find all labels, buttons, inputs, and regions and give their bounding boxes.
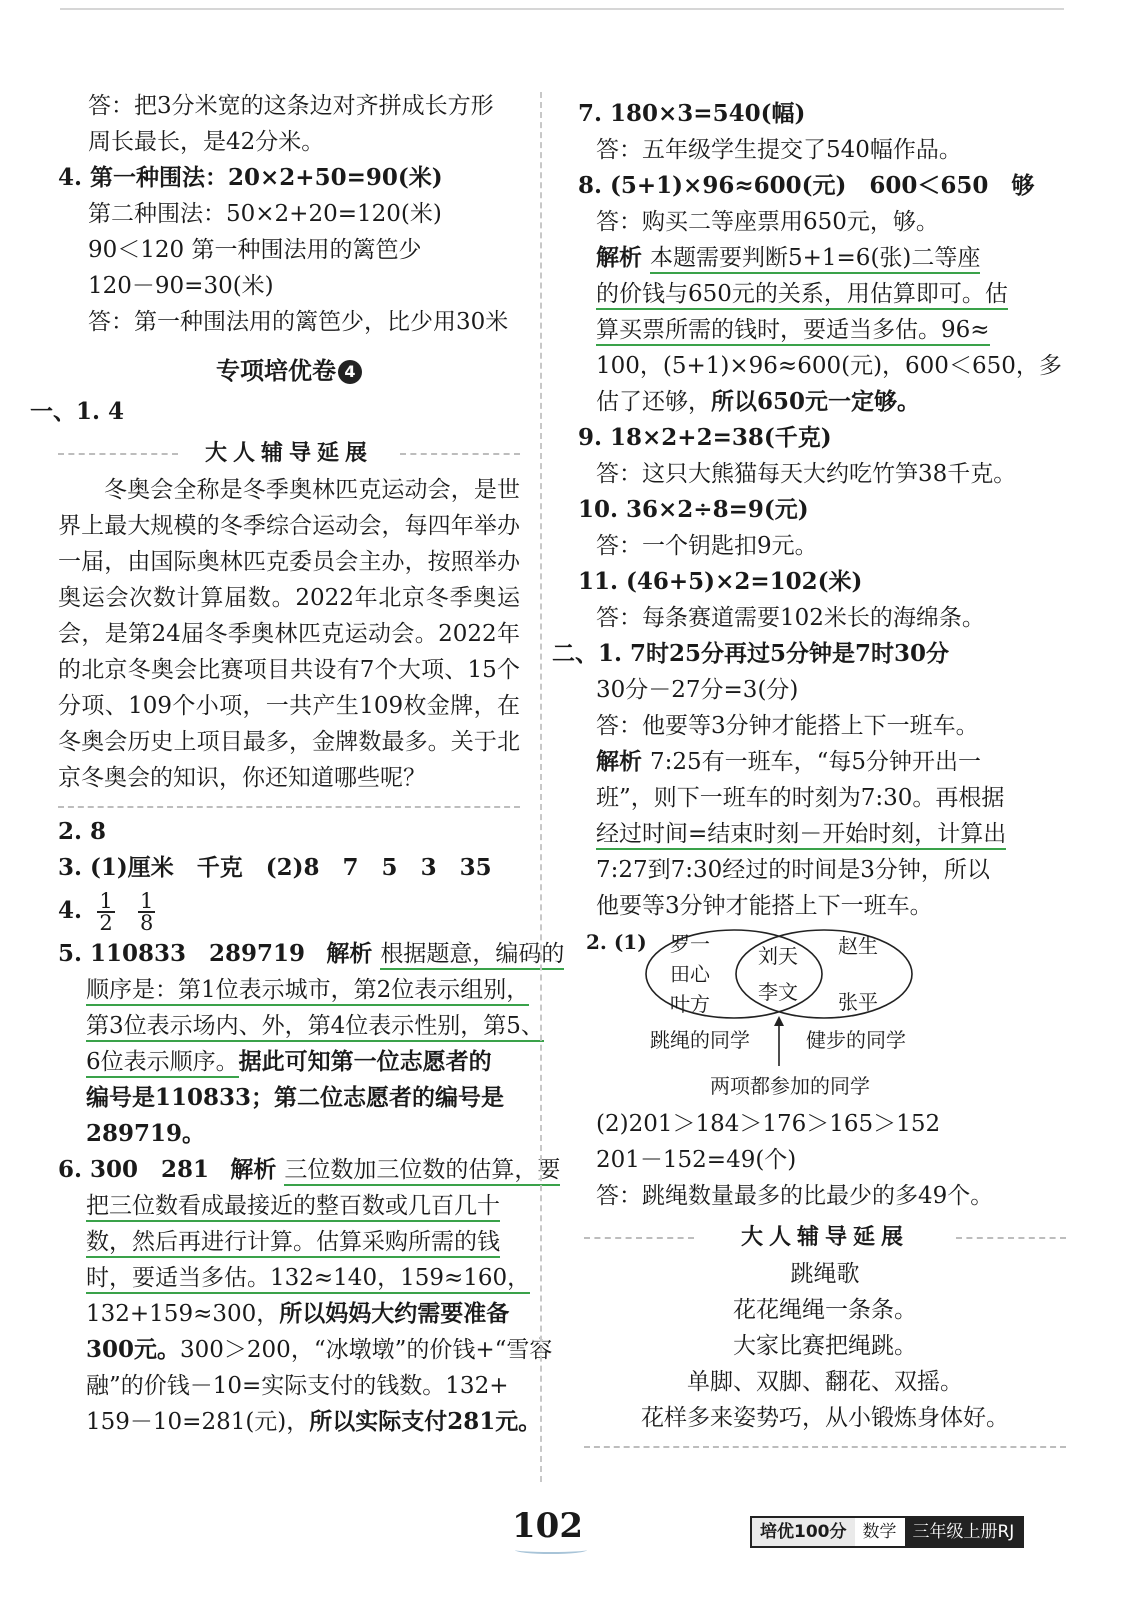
analysis-line — [566, 384, 1066, 420]
section-number-badge: 4 — [338, 360, 362, 384]
poem-line: 单脚、双脚、翻花、双摇。 — [687, 1369, 963, 1395]
book-brand: 培优100分 — [752, 1518, 855, 1546]
denominator: 2 — [99, 911, 113, 935]
question-6 — [58, 1152, 561, 1188]
q4-label: 4. — [58, 897, 83, 924]
answer-line: 答：第一种围法用的篱笆少，比少用30米 — [88, 309, 509, 335]
q6-head: 6. 300 281 — [58, 1156, 210, 1183]
question-9: 9. 18×2+2=38(千克) — [578, 424, 832, 451]
analysis-bold-line: 编号是110833；第二位志愿者的编号是 — [86, 1084, 505, 1111]
analysis-label: 解析 — [326, 940, 373, 967]
extension-header — [58, 434, 520, 472]
answer-line: 201－152=49(个) — [596, 1147, 797, 1173]
fraction — [97, 891, 114, 933]
venn-right-name: 赵生 — [838, 934, 878, 958]
poem-line: 大家比赛把绳跳。 — [733, 1333, 917, 1359]
column-divider — [540, 92, 542, 1482]
question-4: 4. 第一种围法：20×2+50=90(米) — [58, 164, 443, 191]
fraction — [138, 891, 155, 933]
venn-bottom-caption: 两项都参加的同学 — [710, 1074, 870, 1098]
analysis-bold: 所以实际支付281元。 — [309, 1408, 542, 1435]
top-rule — [60, 8, 1064, 10]
answer-line: 答：购买二等座票用650元，够。 — [596, 209, 939, 235]
extension-title: 大人辅导延展 — [195, 441, 383, 466]
analysis-text: 的价钱与650元的关系，用估算即可。估 — [596, 281, 1008, 310]
analysis-text: 6位表示顺序。 — [86, 1049, 239, 1078]
book-subject: 数学 — [862, 1522, 897, 1542]
answer-line: 周长最长，是42分米。 — [88, 129, 325, 155]
analysis-line — [566, 312, 1066, 348]
analysis-line — [58, 1260, 531, 1296]
analysis-label: 解析 — [230, 1156, 277, 1183]
answer-line: 答：五年级学生提交了540幅作品。 — [596, 137, 962, 163]
q5-head: 5. 110833 289719 — [58, 940, 306, 967]
venn-left-name: 罗一 — [670, 932, 710, 956]
analysis-text: 三位数加三位数的估算，要 — [284, 1157, 560, 1186]
dash-rule — [400, 453, 520, 455]
analysis-line — [566, 240, 1066, 276]
extension-footer-rule — [584, 1446, 1066, 1448]
analysis-line: 他要等3分钟才能搭上下一班车。 — [596, 893, 933, 919]
analysis-line: 7:27到7:30经过的时间是3分钟，所以 — [596, 857, 990, 883]
q3-text: 3. (1)厘米 千克 (2)8 7 5 3 35 — [58, 854, 492, 881]
section-title-text: 专项培优卷 — [216, 357, 336, 385]
answer-line: 120－90=30(米) — [88, 273, 274, 299]
analysis-line — [58, 1008, 544, 1044]
analysis-text: 132+159≈300， — [86, 1301, 280, 1327]
q2-label: 2. (1) — [586, 930, 647, 954]
analysis-bold: 300元。 — [86, 1336, 181, 1363]
book-tag — [750, 1516, 1024, 1548]
dash-rule — [956, 1237, 1066, 1239]
extension-footer-rule — [58, 806, 520, 808]
analysis-text: 本题需要判断5+1=6(张)二等座 — [650, 245, 980, 274]
analysis-line — [566, 744, 1066, 780]
venn-left-name: 田心 — [670, 962, 710, 986]
poem — [584, 1256, 1066, 1436]
question-2: 2. 8 — [58, 818, 107, 845]
dash-rule — [58, 453, 178, 455]
analysis-label: 解析 — [596, 748, 642, 775]
analysis-line — [58, 972, 530, 1008]
venn-middle-name: 刘天 — [758, 944, 798, 968]
answer-line: 30分－27分=3(分) — [596, 677, 799, 703]
analysis-text: 经过时间=结束时刻－开始时刻，计算出 — [596, 821, 1006, 850]
question-3 — [58, 850, 520, 886]
analysis-line — [58, 1332, 553, 1368]
answer-line: 90＜120 第一种围法用的篱笆少 — [88, 237, 422, 263]
analysis-text: 算买票所需的钱时，要适当多估。96≈ — [596, 317, 990, 346]
venn-diagram — [566, 924, 1066, 1106]
answer-line: 答：这只大熊猫每天大约吃竹笋38千克。 — [596, 461, 1017, 487]
analysis-line: 班”，则下一班车的时刻为7:30。再根据 — [596, 785, 1005, 811]
analysis-text: 根据题意，编码的 — [380, 941, 564, 970]
analysis-line — [566, 816, 1066, 852]
analysis-label: 解析 — [596, 244, 642, 271]
poem-title: 跳绳歌 — [790, 1261, 860, 1287]
answer-line: 答：每条赛道需要102米长的海绵条。 — [596, 605, 985, 631]
answer-line: (2)201＞184＞176＞165＞152 — [596, 1111, 941, 1137]
analysis-line — [58, 1188, 520, 1224]
venn-middle-name: 李文 — [758, 980, 798, 1004]
question-1: 一、1. 4 — [30, 398, 125, 425]
analysis-line — [58, 1404, 542, 1440]
analysis-text: 数，然后再进行计算。估算采购所需的钱 — [86, 1229, 500, 1258]
answer-line: 答：把3分米宽的这条边对齐拼成长方形 — [88, 93, 494, 119]
extension-header — [584, 1218, 1066, 1256]
left-column — [30, 88, 565, 1440]
analysis-text: 时，要适当多估。132≈140，159≈160， — [86, 1265, 530, 1294]
analysis-line — [58, 1044, 520, 1080]
numerator: 1 — [99, 889, 113, 913]
section-2-question-1: 二、1. 7时25分再过5分钟是7时30分 — [552, 640, 950, 667]
analysis-text: 第3位表示场内、外，第4位表示性别，第5、 — [86, 1013, 544, 1042]
extension-paragraph: 冬奥会全称是冬季奥林匹克运动会，是世界上最大规模的冬季综合运动会，每四年举办一届，由国际奥林匹克委员会主办，按照举办奥运会次数计算届数。2022年北京冬季奥运会，是第24届冬季奥林匹克运动会。2022年的北京冬奥会比赛项目共设有7个大项、15个分项、109个小项，一共产生109枚金牌，在冬奥会历史上项目最多，金牌数最多。关于北京冬奥会的知识，你还知道哪些呢？ — [58, 477, 520, 791]
analysis-line — [58, 1296, 520, 1332]
analysis-bold-line: 289719。 — [86, 1120, 206, 1147]
answer-line: 答：一个钥匙扣9元。 — [596, 533, 818, 559]
answer-line: 答：他要等3分钟才能搭上下一班车。 — [596, 713, 979, 739]
venn-right-name: 张平 — [838, 990, 878, 1014]
question-11: 11. (46+5)×2=102(米) — [578, 568, 863, 595]
dash-rule — [584, 1237, 694, 1239]
analysis-text: 把三位数看成最接近的整百数或几百几十 — [86, 1193, 500, 1222]
answer-line: 第二种围法：50×2+20=120(米) — [88, 201, 442, 227]
poem-line: 花花绳绳一条条。 — [733, 1297, 917, 1323]
analysis-line: 融”的价钱－10=实际支付的钱数。132+ — [86, 1373, 509, 1399]
book-grade: 三年级上册RJ — [905, 1518, 1023, 1546]
section-title — [58, 348, 520, 394]
question-7: 7. 180×3=540(幅) — [578, 100, 806, 127]
analysis-line — [566, 276, 1066, 312]
analysis-line: 100，(5+1)×96≈600(元)，600＜650，多 — [596, 353, 1062, 379]
numerator: 1 — [140, 889, 154, 913]
poem-line: 花样多来姿势巧，从小锻炼身体好。 — [641, 1405, 1009, 1431]
question-4-fractions — [58, 886, 520, 936]
analysis-text: 7:25有一班车，“每5分钟开出一 — [650, 749, 982, 775]
analysis-text: 159－10=281(元)， — [86, 1409, 310, 1435]
page-number: 102 — [512, 1506, 583, 1546]
question-5 — [58, 936, 565, 972]
denominator: 8 — [140, 911, 154, 935]
venn-left-caption: 跳绳的同学 — [650, 1028, 750, 1052]
analysis-bold: 所以妈妈大约需要准备 — [279, 1300, 510, 1327]
answer-line: 答：跳绳数量最多的比最少的多49个。 — [596, 1183, 994, 1209]
analysis-bold: 所以650元一定够。 — [711, 388, 921, 415]
question-10: 10. 36×2÷8=9(元) — [578, 496, 809, 523]
analysis-bold: 据此可知第一位志愿者的 — [238, 1048, 492, 1075]
venn-right-caption: 健步的同学 — [806, 1028, 906, 1052]
analysis-text: 300＞200，“冰墩墩”的价钱+“雪容 — [180, 1337, 553, 1363]
question-8: 8. (5+1)×96≈600(元) 600＜650 够 — [578, 172, 1035, 199]
right-column — [552, 96, 1066, 1448]
analysis-line — [58, 1224, 520, 1260]
extension-title: 大人辅导延展 — [731, 1225, 919, 1250]
analysis-text: 估了还够， — [596, 389, 711, 415]
analysis-text: 顺序是：第1位表示城市，第2位表示组别， — [86, 977, 529, 1006]
venn-left-name: 叶方 — [670, 992, 710, 1016]
pointer-arrowhead — [774, 1016, 784, 1026]
page-number-wave — [515, 1546, 587, 1554]
